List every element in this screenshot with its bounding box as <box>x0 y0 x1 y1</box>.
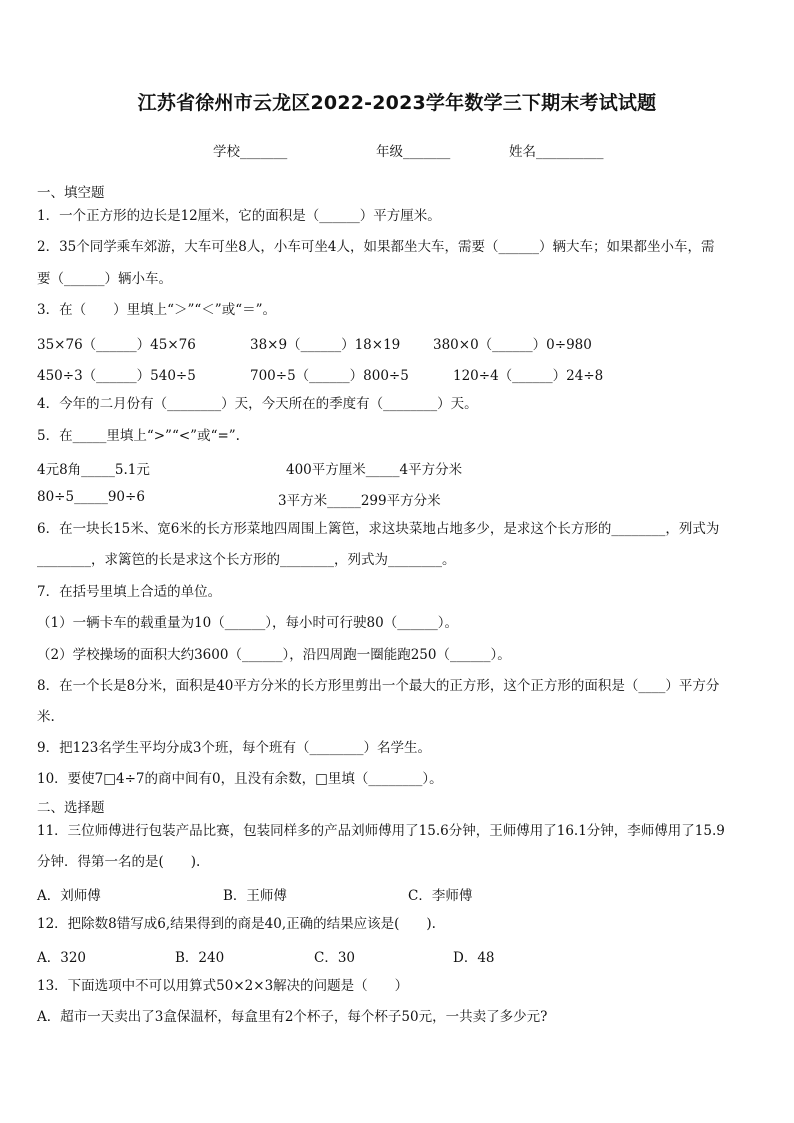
question-4: 4．今年的二月份有（________）天，今天所在的季度有（________）天。 <box>37 396 478 412</box>
question-5: 5．在_____里填上“>”“<”或“=”. <box>37 428 240 444</box>
question-2-line-2: 要（______）辆小车。 <box>37 271 172 287</box>
grade-field: 年级_______ <box>376 144 451 160</box>
q3-item: 380×0（______）0÷980 <box>433 337 592 353</box>
name-field: 姓名__________ <box>509 144 604 160</box>
q12-option: C．30 <box>314 950 356 966</box>
q12-option: A．320 <box>37 950 87 966</box>
q11-option: A．刘师傅 <box>37 888 101 904</box>
section-fill-heading: 一、填空题 <box>37 185 105 201</box>
question-10: 10．要使7□4÷7的商中间有0，且没有余数，□里填（________）。 <box>37 771 443 787</box>
section-choice-heading: 二、选择题 <box>37 800 105 816</box>
question-8-line-2: 米. <box>37 709 55 725</box>
q5-item: 3平方米_____299平方分米 <box>278 493 441 509</box>
question-1: 1．一个正方形的边长是12厘米，它的面积是（______）平方厘米。 <box>37 208 441 224</box>
question-13-option-a: A．超市一天卖出了3盒保温杯，每盒里有2个杯子，每个杯子50元，一共卖了多少元? <box>37 1009 548 1025</box>
q11-option: C．李师傅 <box>408 888 473 904</box>
q11-option: B．王师傅 <box>223 888 287 904</box>
q12-option: D．48 <box>453 950 495 966</box>
question-7-part-1: （1）一辆卡车的载重量为10（______），每小时可行驶80（______）。 <box>37 615 458 631</box>
school-field: 学校_______ <box>213 144 288 160</box>
question-9: 9．把123名学生平均分成3个班，每个班有（________）名学生。 <box>37 740 431 756</box>
q3-item: 35×76（______）45×76 <box>37 337 196 353</box>
question-13: 13．下面选项中不可以用算式50×2×3解决的问题是（ ） <box>37 978 409 994</box>
question-12: 12．把除数8错写成6,结果得到的商是40,正确的结果应该是( ). <box>37 916 436 932</box>
q3-item: 38×9（______）18×19 <box>250 337 401 353</box>
q5-item: 80÷5_____90÷6 <box>37 489 145 505</box>
question-7-part-2: （2）学校操场的面积大约3600（______），沿四周跑一圈能跑250（______）。 <box>37 647 511 663</box>
question-8-line-1: 8．在一个长是8分米，面积是40平方分米的长方形里剪出一个最大的正方形，这个正方形的面积是（____）平方分 <box>37 678 720 694</box>
q3-item: 450÷3（______）540÷5 <box>37 368 196 384</box>
question-2-line-1: 2．35个同学乘车郊游，大车可坐8人，小车可坐4人，如果都坐大车，需要（______）辆大车；如果都坐小车，需 <box>37 239 715 255</box>
q5-item: 400平方厘米_____4平方分米 <box>286 462 463 478</box>
q3-item: 120÷4（______）24÷8 <box>453 368 604 384</box>
q12-option: B．240 <box>175 950 225 966</box>
question-7: 7．在括号里填上合适的单位。 <box>37 584 222 600</box>
question-11-line-1: 11．三位师傅进行包装产品比赛，包装同样多的产品刘师傅用了15.6分钟，王师傅用了16.1分钟，李师傅用了15.9 <box>37 823 725 839</box>
question-6-line-2: ________，求篱笆的长是求这个长方形的________，列式为________。 <box>37 552 456 568</box>
q5-item: 4元8角_____5.1元 <box>37 462 150 478</box>
question-11-line-2: 分钟．得第一名的是( ). <box>37 854 201 870</box>
question-6-line-1: 6．在一块长15米、宽6米的长方形菜地四周围上篱笆，求这块菜地占地多少，是求这个长方形的________，列式为 <box>37 521 720 537</box>
page-title: 江苏省徐州市云龙区2022-2023学年数学三下期末考试试题 <box>137 92 657 114</box>
q3-item: 700÷5（______）800÷5 <box>250 368 409 384</box>
question-3: 3．在（ ）里填上“＞”“＜”或“＝”。 <box>37 302 276 318</box>
